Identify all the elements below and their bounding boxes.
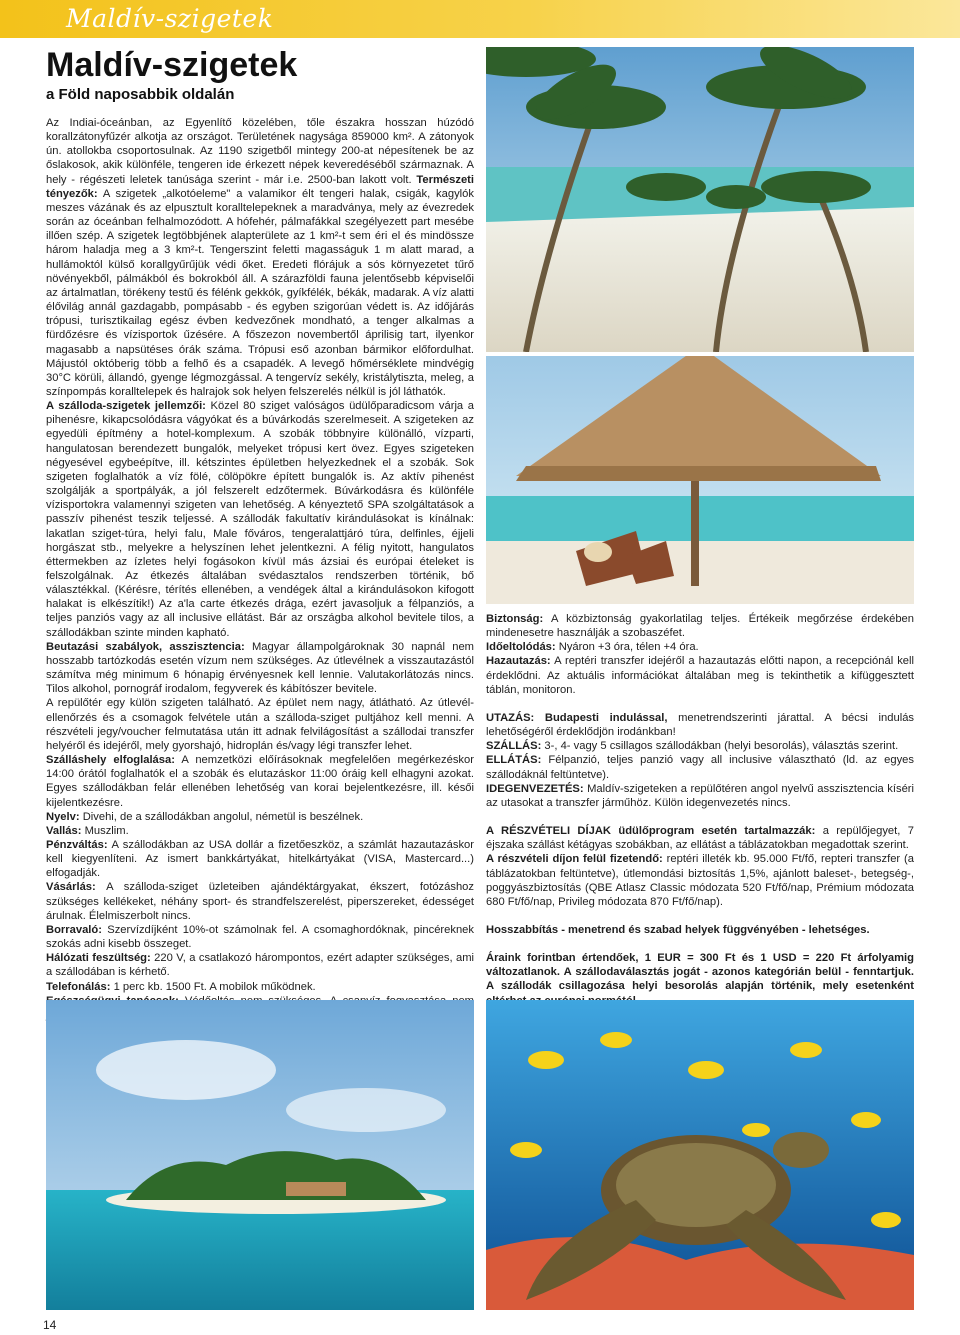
shop-label: Vásárlás: bbox=[46, 881, 96, 894]
tip-label: Borravaló: bbox=[46, 923, 102, 936]
guide-label: IDEGENVEZETÉS: bbox=[486, 782, 584, 795]
header-banner bbox=[0, 0, 960, 38]
religion-label: Vallás: bbox=[46, 824, 82, 837]
checkin-label: Szálláshely elfoglalása: bbox=[46, 754, 175, 767]
stay-label: SZÁLLÁS: bbox=[486, 740, 542, 753]
board-text: Félpanzió, teljes panzió vagy all inclusive választható (ld. az egyes szállodáknál feltüntetve). bbox=[486, 754, 914, 781]
travel-text: menetrendszerinti járattal. A bécsi indulás lehetőségéről érdeklődjön irodánkban! bbox=[486, 711, 915, 739]
lang-paragraph bbox=[46, 810, 474, 824]
tip-paragraph bbox=[46, 923, 474, 951]
parasol-beach-photo bbox=[486, 356, 914, 604]
safety-paragraph bbox=[486, 612, 914, 640]
checkin-text: A nemzetközi előírásoknak megfelelően megérkezéskor 14:00 órától foglalhatók el a szobák és elutazáskor 11:00 óráig kell elhagyni azokat. Egyes szállodákban felár ellenében lehetőség van korai bejelentkezésre, ill. késői kijelentkezésre. bbox=[46, 754, 474, 809]
left-text-column bbox=[46, 116, 474, 1121]
island-photo bbox=[46, 1000, 474, 1310]
entry-label: Beutazási szabályok, asszisztencia: bbox=[46, 640, 245, 653]
power-text: 220 V, a csatlakozó hárompontos, ezért adapter szükséges, ami a szállodában is kérhető. bbox=[46, 952, 475, 979]
lang-label: Nyelv: bbox=[46, 810, 80, 823]
shop-paragraph bbox=[46, 880, 474, 922]
hotel-paragraph bbox=[46, 399, 474, 640]
hotel-label: A szálloda-szigetek jellemzői: bbox=[46, 400, 206, 413]
back-text: A reptéri transzfer idejéről a hazautazás előtti napon, a recepciónál kell érdeklődni. Az aktuális információkat általában meg is tekinthetik a kifüggesztett táblán, monitoron. bbox=[486, 655, 915, 696]
tz-label: Időeltolódás: bbox=[486, 641, 556, 654]
money-text: A szállodákban az USA dollár a fizetőeszköz, a számlát hazautazáskor kell kiegyenlíteni. Az ismert bankkártyákat, hitelkártyákat (VISA, Mastercard...) elfogadják. bbox=[46, 838, 474, 880]
natural-text: A szigetek „alkotóeleme" a valamikor élt tengeri halak, csigák, kagylók meszes vázának és az elpusztult koralltelepeknek a maradványa, mely az évezredek során az óceánban felhalmozódott. A hófehér, pálmafákkal szegélyezett part mesébe illően szép. A szigetek legtöbbjének alapterülete az 1 km²-t sem éri el és mindössze három haladja meg a 3 km²-t. Tengerszint feletti magasságuk 1 m alatt marad, a hullámoktól külső korallgyűrűjük védi őket. Eredeti flórájuk a sós környezetet tűrő növényekből, pálmákból és bokrokból áll. A szárazföldi fauna jelentősebb képviselői az ártalmatlan, törékeny testű és félénk gekkók, gyíkfélék, békák, madarak. A víz alatti élővilág annál gazdagabb, pompásabb - és egyben szigorúan védett is. Az időjárás trópusi, turisztikailag egész évben kedvezőnek mondható, a tenger alkalmas a fürdőzésre és vízisportok űzésére. A főszezon novembertől áprilisig tart, ilyenkor magasabb a napsütéses órák száma. Trópusi eső azonban bármikor előfordulhat. Májustól októberig több a felhő és a csapadék. A levegő hőmérséklete mindvégig 30°C körüli, állandó, gyenge légmozgással. A tengervíz sekély, kristálytiszta, meleg, a színpompás koralltelepek és halrajok sok helyen felszerelés nélkül is jól láthatók. bbox=[46, 187, 474, 398]
page-title: Maldív-szigetek bbox=[46, 46, 298, 84]
page-number: 14 bbox=[43, 1318, 57, 1332]
board-paragraph bbox=[486, 753, 914, 781]
intro-text: Az Indiai-óceánban, az Egyenlítő közelében, tőle északra hosszan húzódó korallzátonyfűzér alkotja az országot. Területének nagysága 859000 km². A zátonyok ún. atollokba csoportosulnak. Az 1190 szigetből mintegy 200-at népesítenek be az őslakosok, akik különféle, tengeren ide érkezett népek keveredéséből származnak. A hely - régészeti leletek tanúsága szerint - már i.e. 2500-ban lakott volt. bbox=[46, 117, 474, 186]
natural-label: Természeti tényezők: bbox=[46, 173, 474, 200]
right-text-column bbox=[486, 612, 914, 1008]
power-label: Hálózati feszültség: bbox=[46, 952, 151, 965]
board-label: ELLÁTÁS: bbox=[486, 754, 542, 767]
intro-paragraph bbox=[46, 116, 474, 399]
safety-label: Biztonság: bbox=[486, 613, 544, 625]
turtle-image bbox=[486, 1000, 914, 1310]
extend-text: Hosszabbítás - menetrend és szabad helyek függvényében - lehetséges. bbox=[486, 923, 870, 936]
money-paragraph bbox=[46, 838, 474, 880]
tz-paragraph bbox=[486, 640, 914, 654]
guide-text: Maldív-szigeteken a repülőtéren angol nyelvű asszisztencia kíséri az utasokat a transzfer járműhöz. Külön idegenvezetés nincs. bbox=[486, 782, 915, 809]
back-label: Hazautazás: bbox=[486, 655, 551, 668]
extra-paragraph bbox=[486, 852, 914, 909]
palm-beach-image bbox=[486, 47, 914, 352]
airport-paragraph: A repülőtér egy külön szigeten található. Az épület nem nagy, átlátható. Az útlevél-ellenőrzés és a csomagok felvétele után a szálloda-sziget pultjához kell menni. A részvételi jegy/voucher felmutatása után itt adnak felvilágosítást a szállodai transzfer helyéről és idejéről, mely gyorshajó, hidroplán és/vagy légi transzfer lehet. bbox=[46, 697, 474, 752]
entry-paragraph bbox=[46, 640, 474, 697]
lang-text: Divehi, de a szállodákban angolul, németül is beszélnek. bbox=[82, 810, 364, 823]
checkin-paragraph bbox=[46, 753, 474, 810]
travel-label: UTAZÁS: Budapesti indulással, bbox=[486, 711, 668, 724]
back-paragraph bbox=[486, 654, 914, 696]
phone-label: Telefonálás: bbox=[46, 980, 111, 993]
section-title: Maldív-szigetek bbox=[66, 4, 274, 33]
stay-text: 3-, 4- vagy 5 csillagos szállodákban (helyi besorolás), választás szerint. bbox=[544, 740, 899, 753]
extra-text: reptéri illeték kb. 95.000 Ft/fő, repteri transzfer (a táblázatokban feltüntetve), útlemondási biztosítás 1,5%, ajánlott baleset-, betegség-, poggyászbiztosítás (QBE Atlasz Classic módozata 520 Ft/fő/nap, Prémium módozata 680 Ft/fő/nap, Privileg módozata 870 Ft/fő/nap). bbox=[486, 853, 914, 908]
palm-beach-photo bbox=[486, 47, 914, 352]
extend-paragraph bbox=[486, 923, 914, 937]
fee-label: A RÉSZVÉTELI DÍJAK üdülőprogram esetén tartalmazzák: bbox=[486, 825, 816, 838]
prices-text: Áraink forintban értendőek, 1 EUR = 300 Ft és 1 USD = 220 Ft árfolyamig változatlanok. A szállodaválasztás jogát - azonos kategórián belül - fenntartjuk. A szállodák csillagozása helyi besorolás alapján történik, mely esetenként bbox=[486, 952, 914, 993]
stay-paragraph bbox=[486, 739, 914, 753]
money-label: Pénzváltás: bbox=[46, 838, 108, 851]
parasol-image bbox=[486, 356, 914, 604]
entry-text: Magyar állampolgároknak 30 napnál nem hosszabb tartózkodás esetén vízum nem szükséges. Az útlevélnek a visszautazástól számítva még minimum 6 hónapig érvényesnek kell lennie. Valutakorlátozás nincs. Tilos alkohol, pornográf irodalom, fegyverek és kábítószer bevitele. bbox=[46, 640, 474, 696]
extra-label: A részvételi díjon felül fizetendő: bbox=[486, 853, 663, 866]
fee-text: a repülőjegyet, 7 éjszaka szállást kétágyas szobákban, az ellátást a táblázatokban megadottak szerint. bbox=[486, 825, 914, 852]
tz-text: Nyáron +3 óra, télen +4 óra. bbox=[558, 641, 699, 654]
fee-paragraph bbox=[486, 824, 914, 852]
safety-text: A közbiztonság gyakorlatilag teljes. Értékeik megőrzése érdekében mindenesetre használják a szobaszéfet. bbox=[486, 613, 914, 640]
religion-text: Muszlim. bbox=[84, 824, 129, 837]
guide-paragraph bbox=[486, 782, 914, 810]
turtle-photo bbox=[486, 1000, 914, 1310]
phone-paragraph bbox=[46, 980, 474, 994]
power-paragraph bbox=[46, 951, 474, 979]
shop-text: A szálloda-sziget üzleteiben ajándéktárgyakat, ékszert, fotózáshoz szükséges kellékeket, néhány sport- és strandfelszerelést, piperszereket, édességet árulnak. Élelmiszerbolt nincs. bbox=[46, 881, 474, 922]
page-subtitle: a Föld naposabbik oldalán bbox=[46, 86, 235, 103]
hotel-text: Közel 80 sziget valóságos üdülőparadicsom várja a pihenésre, kikapcsolódásra vágyókat és a búvárkodás szerelmeseit. A szigeteken az egyedüli építmény a hotel-komplexum. A szobák többnyire különálló, vízparti, hangulatosan berendezett bungalók, melyeket trópusi kert övez. Egyes szigeteken négyesével egybeépítve, ill. kétszintes épületben helyezkednek el a szobák. Sok szigeten foglalhatók a víz fölé, cölöpökre épített bungalók is. Az aktív pihenést szolgálják a sportpályák, a jól felszerelt edzőtermek. Búvárkodásra és különféle vízisportokra valamennyi szigeten van lehetőség. A kényeztető SPA szolgáltatások a passzív pihenést teszik teljessé. A szállodák fakultatív kirándulásokat is kínálnak: lakatlan sziget-túra, helyi falu, Male főváros, tengeralattjáró túra, delfinles, éjjeli horgászat stb., melyekre a helyszínen lehet jelentkezni. A félig nyitott, hangulatos éttermekben az ízletes helyi fogásokon kívül más ázsiai és európai ételeket is felszolgálnak. Az étkezés általában svédasztalos rendszerben történik, bő választékkal. (Kérésre, térítés ellenében, a vendégek által a kirándulásokon kifogott halakat is elkészítik!) Az a'la carte étkezés drága, ezért javasoljuk a félpanziós, a teljes panziós vagy az all inclusive ellátást. Bár az országba alkohol bevitele tilos, a szállodákban szinte minden kapható. bbox=[46, 400, 474, 639]
phone-text: 1 perc kb. 1500 Ft. A mobilok működnek. bbox=[113, 980, 316, 993]
tip-text: Szervízdíjként 10%-ot számolnak fel. A csomaghordóknak, pincéreknek szokás adni kisebb összeget. bbox=[46, 923, 474, 951]
religion-paragraph bbox=[46, 824, 474, 838]
travel-paragraph bbox=[486, 711, 914, 739]
island-image bbox=[46, 1000, 474, 1310]
